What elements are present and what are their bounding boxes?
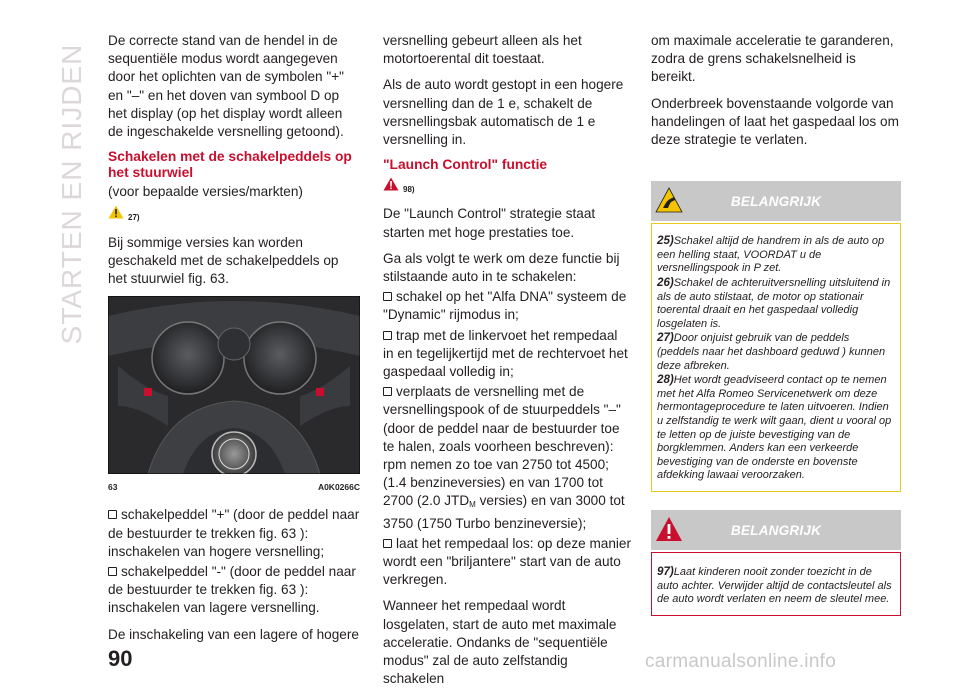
paragraph: om maximale acceleratie te garanderen, zodra de grens schakelsnelheid is bereikt. <box>651 33 894 85</box>
list-item: laat het rempedaal los: op deze manier wordt een "briljantere" start van de auto verkregen. <box>383 535 632 588</box>
warning-reference <box>108 205 360 227</box>
warning-ref-number: 27) <box>128 213 140 223</box>
figure-caption <box>108 478 360 496</box>
checkbox-bullet-icon <box>108 567 117 576</box>
figure-code: A0K0266C <box>317 482 360 493</box>
warning-triangle-icon <box>108 205 124 219</box>
section-heading: "Launch Control" functie <box>383 157 548 173</box>
section-heading: Schakelen met de schakelpeddels op het stuurwiel <box>108 149 352 181</box>
checkbox-bullet-icon <box>383 292 392 301</box>
watermark: carmanualsonline.info <box>645 651 837 672</box>
paragraph: Bij sommige versies kan worden geschakeld met de schakelpeddels op het stuurwiel fig. 63. <box>108 234 339 287</box>
notice-box-body <box>651 552 901 616</box>
paragraph: Onderbreek bovenstaande volgorde van handelingen of laat het gaspedaal los om deze strategie te verlaten. <box>651 95 899 148</box>
paragraph: Als de auto wordt gestopt in een hogere versnelling dan de 1 e, schakelt de versnellingsbak automatisch de 1 e versnelling in. <box>383 77 624 148</box>
notice-item-number: 28) <box>657 373 674 387</box>
checkbox-bullet-icon <box>108 510 117 519</box>
figure-number: 63 <box>108 482 118 493</box>
side-section-title <box>42 24 102 364</box>
notice-item-number: 26) <box>657 276 674 289</box>
notice-item <box>657 234 892 276</box>
notice-item-text: Het wordt geadviseerd contact op te nemen met het Alfa Romeo Servicenetwerk om deze hermontageprocedure te laten uitvoeren. Indien u zelfstandig te werk wilt gaan, dient u vooral op te letten op de juiste bevestiging van de borgklemmen. Anders kan een verkeerde bevestiging van de onderste en bovenste afdekking lawaai veroorzaken. <box>657 374 892 482</box>
notice-box-body <box>651 223 901 492</box>
subscript: M <box>469 500 476 510</box>
notice-item-text: Laat kinderen nooit zonder toezicht in de auto achter. Verwijder altijd de contactsleutel als de auto wordt verlaten en neem de sleutel mee. <box>657 565 892 606</box>
column-1 <box>108 32 360 652</box>
list-item: verplaats de versnelling met de versnellingspook of de stuurpeddels "–" (door de peddel naar de bestuurder toe te halen, zoals voorheen beschreven): rpm nemen zo toe van 2750 tot 4500; (1.4 benzineversies) en van 1700 tot 2700 (2.0 $JTD_M$ versies) en van 3000 tot 3750 (1750 Turbo benzineversie); <box>383 384 625 531</box>
paragraph: De inschakeling van een lagere of hogere <box>108 626 359 642</box>
checkbox-bullet-icon <box>383 331 392 340</box>
notice-item-text: Schakel altijd de handrem in als de auto op een helling staat, VOORDAT u de versnellingspook in P zet. <box>657 235 885 275</box>
notice-item-number: 27) <box>657 331 674 345</box>
list-item: schakelpeddel "+" (door de peddel naar de bestuurder te trekken fig. 63 ): inschakelen van hogere versnelling; <box>108 507 360 559</box>
list-item: schakelpeddel "-" (door de peddel naar de bestuurder te trekken fig. 63 ): inschakelen van lagere versnelling. <box>108 564 356 616</box>
paragraph: De correcte stand van de hendel in de sequentiële modus wordt aangegeven door het oplichten van de symbolen "+" en "–" en het doven van symbool D op het display (op het display wordt alleen de ingeschakelde versnelling getoond). <box>108 33 344 140</box>
side-section-title-text: STARTEN EN RIJDEN <box>56 43 87 345</box>
list-item: trap met de linkervoet het rempedaal in en tegelijkertijd met de rechtervoet het gaspedaal volledig in; <box>383 327 628 380</box>
column-3 <box>651 32 901 616</box>
notice-box-header <box>651 510 901 550</box>
notice-item <box>657 373 892 483</box>
paragraph: De "Launch Control" strategie staat starten met hoge prestaties toe. <box>383 206 596 240</box>
notice-box-header <box>651 181 901 221</box>
checkbox-bullet-icon <box>383 387 392 396</box>
warning-triangle-icon <box>383 177 399 191</box>
checkbox-bullet-icon <box>383 539 392 548</box>
section-subheading: (voor bepaalde versies/markten) <box>108 184 303 200</box>
notice-item <box>657 331 892 373</box>
notice-item-number: 97) <box>657 564 674 578</box>
instrument-cluster-illustration <box>108 296 360 474</box>
column-2 <box>383 32 631 697</box>
paragraph: versnelling gebeurt alleen als het motortoerental dit toestaat. <box>383 33 582 67</box>
dashboard-figure <box>108 296 360 474</box>
list-item: schakel op het "Alfa DNA" systeem de "Dynamic" rijmodus in; <box>383 289 627 323</box>
notice-box-title: BELANGRIJK <box>730 522 822 538</box>
notice-item <box>657 276 892 331</box>
notice-item-number: 25) <box>657 234 674 248</box>
notice-box-title: BELANGRIJK <box>730 194 822 210</box>
warning-reference <box>383 177 631 199</box>
warning-ref-number: 98) <box>403 185 415 195</box>
paragraph: Wanneer het rempedaal wordt losgelaten, start de auto met maximale acceleratie. Ondanks de "sequentiële modus" zal de auto zelfstandig schakelen <box>383 598 617 687</box>
notice-item-text: Schakel de achteruitversnelling uitsluitend in als de auto stilstaat, de motor op stationair toerental draait en het gaspedaal volledig losgelaten is. <box>657 277 891 330</box>
page-number: 90 <box>108 646 133 671</box>
paragraph: Ga als volgt te werk om deze functie bij stilstaande auto in te schakelen: <box>383 250 620 285</box>
notice-item <box>657 565 892 607</box>
notice-item-text: Door onjuist gebruik van de peddels (peddels naar het dashboard geduwd ) kunnen deze afbreken. <box>657 332 886 372</box>
